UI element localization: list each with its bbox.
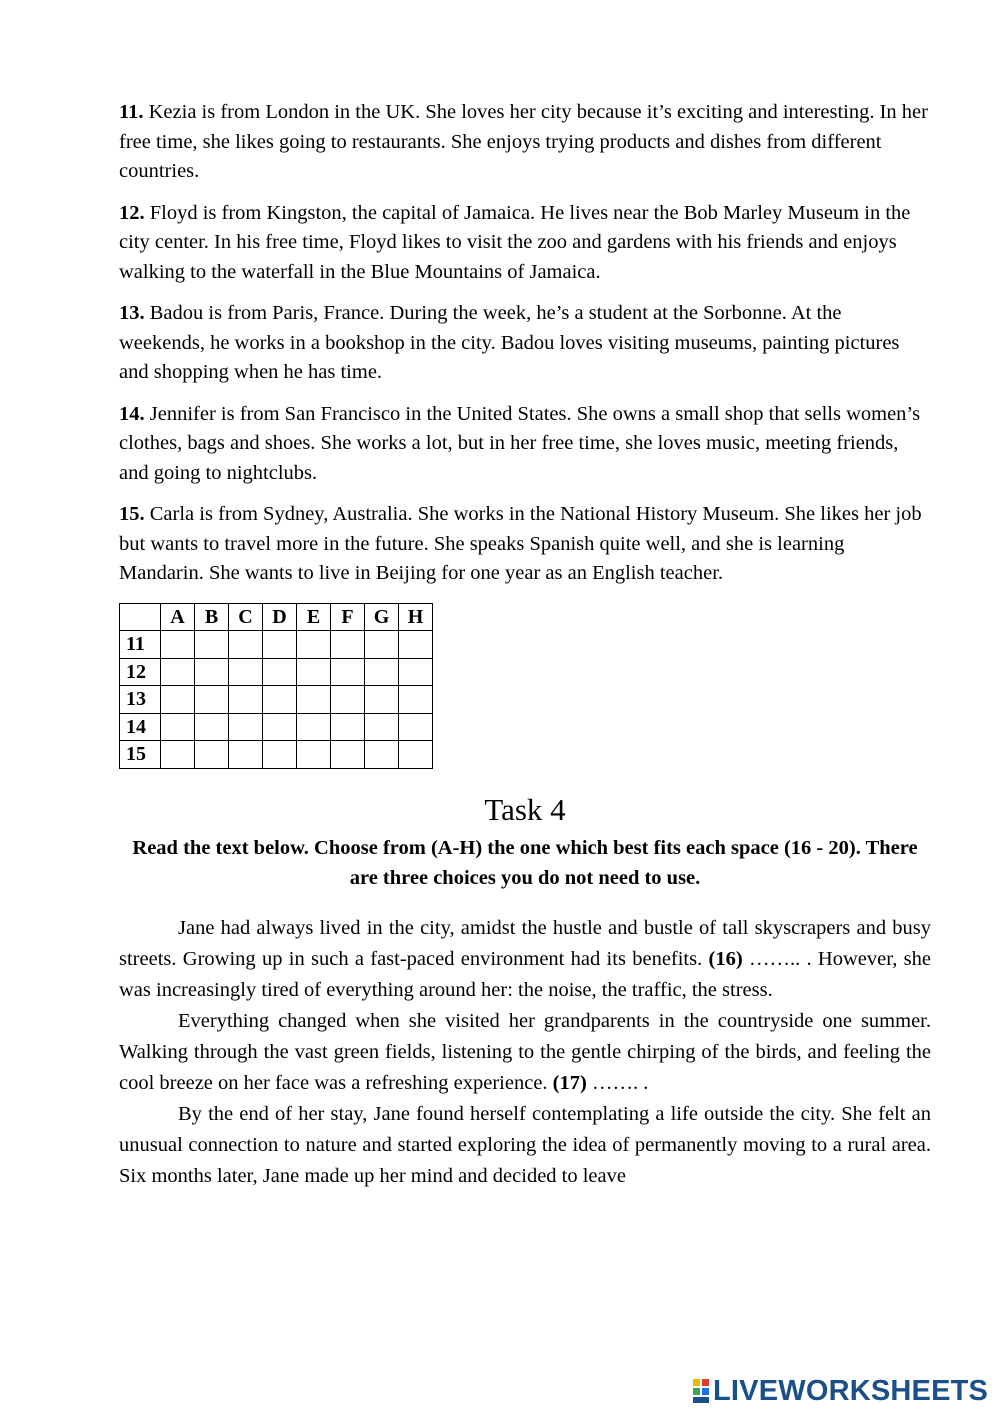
reading-item-13 bbox=[119, 299, 931, 388]
reading-item-12 bbox=[119, 199, 931, 288]
grid-col-header: H bbox=[399, 603, 433, 631]
answer-grid-row bbox=[120, 713, 433, 741]
answer-grid-row bbox=[120, 741, 433, 769]
answer-cell[interactable] bbox=[195, 631, 229, 659]
answer-cell[interactable] bbox=[229, 658, 263, 686]
answer-cell[interactable] bbox=[195, 658, 229, 686]
answer-cell[interactable] bbox=[331, 631, 365, 659]
answer-cell[interactable] bbox=[263, 631, 297, 659]
grid-row-header: 13 bbox=[120, 686, 161, 714]
grid-col-header: A bbox=[161, 603, 195, 631]
answer-cell[interactable] bbox=[195, 713, 229, 741]
worksheet-page bbox=[119, 98, 931, 1192]
item-number: 15. bbox=[119, 503, 145, 525]
item-text: Kezia is from London in the UK. She loves her city because it’s exciting and interesting. In her free time, she likes going to restaurants. She enjoys trying products and dishes from different countries. bbox=[119, 101, 928, 182]
answer-cell[interactable] bbox=[263, 741, 297, 769]
item-text: Floyd is from Kingston, the capital of Jamaica. He lives near the Bob Marley Museum in the city center. In his free time, Floyd likes to visit the zoo and gardens with his friends and enjoys walking to the waterfall in the Blue Mountains of Jamaica. bbox=[119, 201, 911, 283]
liveworksheets-logo[interactable] bbox=[692, 1374, 988, 1408]
story-paragraph-1 bbox=[119, 913, 931, 1006]
answer-cell[interactable] bbox=[399, 713, 433, 741]
answer-grid-row bbox=[120, 686, 433, 714]
paragraph-text: …….. . However, she was increasingly tired of everything around her: the noise, the traffic, the stress. bbox=[119, 947, 931, 1001]
answer-cell[interactable] bbox=[365, 631, 399, 659]
item-number: 14. bbox=[119, 402, 145, 425]
answer-cell[interactable] bbox=[263, 658, 297, 686]
answer-cell[interactable] bbox=[229, 713, 263, 741]
answer-cell[interactable] bbox=[399, 741, 433, 769]
grid-row-header: 11 bbox=[120, 631, 161, 659]
answer-cell[interactable] bbox=[297, 713, 331, 741]
grid-row-header: 12 bbox=[120, 658, 161, 686]
answer-cell[interactable] bbox=[161, 741, 195, 769]
answer-grid-row bbox=[120, 631, 433, 659]
grid-col-header: B bbox=[195, 603, 229, 631]
grid-col-header: C bbox=[229, 603, 263, 631]
task-title: Task 4 bbox=[484, 791, 566, 827]
answer-cell[interactable] bbox=[229, 741, 263, 769]
answer-cell[interactable] bbox=[161, 713, 195, 741]
answer-cell[interactable] bbox=[297, 658, 331, 686]
story-paragraph-2 bbox=[119, 1006, 931, 1099]
story-paragraph-3: By the end of her stay, Jane found herself contemplating a life outside the city. She felt an unusual connection to nature and started exploring the idea of permanently moving to a rural area. Six months later, Jane made up her mind and decided to leave bbox=[119, 1102, 931, 1187]
grid-col-header: F bbox=[331, 603, 365, 631]
reading-item-15 bbox=[119, 500, 931, 589]
item-text: Jennifer is from San Francisco in the United States. She owns a small shop that sells women’s clothes, bags and shoes. She works a lot, but in her free time, she loves music, meeting friends, and going to nightclubs. bbox=[119, 402, 921, 484]
answer-cell[interactable] bbox=[263, 713, 297, 741]
answer-cell[interactable] bbox=[365, 713, 399, 741]
grid-row-header: 14 bbox=[120, 713, 161, 741]
grid-corner-cell bbox=[120, 603, 161, 631]
reading-items bbox=[119, 98, 931, 589]
answer-grid-header-row bbox=[120, 603, 433, 631]
answer-cell[interactable] bbox=[331, 658, 365, 686]
liveworksheets-logo-text: LIVEWORKSHEETS bbox=[713, 1374, 989, 1407]
item-text: Carla is from Sydney, Australia. She works in the National History Museum. She likes her job but wants to travel more in the future. She speaks Spanish quite well, and she is learning Mandarin. She wants to live in Beijing for one year as an English teacher. bbox=[119, 503, 922, 584]
answer-cell[interactable] bbox=[365, 658, 399, 686]
paragraph-text: Everything changed when she visited her grandparents in the countryside one summer. Walking through the vast green fields, listening to the gentle chirping of the birds, and feeling the cool breeze on her face was a refreshing experience. bbox=[119, 1009, 931, 1094]
answer-grid bbox=[119, 603, 433, 769]
answer-cell[interactable] bbox=[331, 686, 365, 714]
grid-col-header: D bbox=[263, 603, 297, 631]
answer-cell[interactable] bbox=[365, 686, 399, 714]
item-number: 13. bbox=[119, 302, 145, 324]
answer-cell[interactable] bbox=[161, 658, 195, 686]
answer-grid-body bbox=[120, 631, 433, 769]
answer-cell[interactable] bbox=[229, 631, 263, 659]
answer-cell[interactable] bbox=[331, 713, 365, 741]
answer-cell[interactable] bbox=[297, 631, 331, 659]
answer-cell[interactable] bbox=[365, 741, 399, 769]
reading-item-11 bbox=[119, 98, 931, 187]
answer-cell[interactable] bbox=[399, 631, 433, 659]
reading-item-14 bbox=[119, 400, 931, 489]
paragraph-text: ……. . bbox=[586, 1071, 649, 1094]
answer-cell[interactable] bbox=[229, 686, 263, 714]
answer-cell[interactable] bbox=[399, 686, 433, 714]
answer-cell[interactable] bbox=[331, 741, 365, 769]
gap-17-label: (17) bbox=[552, 1071, 587, 1094]
grid-col-header: E bbox=[297, 603, 331, 631]
answer-cell[interactable] bbox=[195, 741, 229, 769]
grid-col-header: G bbox=[365, 603, 399, 631]
answer-cell[interactable] bbox=[195, 686, 229, 714]
paragraph-text: Jane had always lived in the city, amidst the hustle and bustle of tall skyscrapers and busy streets. Growing up in such a fast-paced environment had its benefits. bbox=[119, 916, 931, 970]
answer-grid-row bbox=[120, 658, 433, 686]
answer-cell[interactable] bbox=[263, 686, 297, 714]
item-text: Badou is from Paris, France. During the week, he’s a student at the Sorbonne. At the weekends, he works in a bookshop in the city. Badou loves visiting museums, painting pictures and shopping when he has time. bbox=[119, 302, 900, 383]
task-instruction: Read the text below. Choose from (A-H) the one which best fits each space (16 - 20). There are three choices you do not need to use. bbox=[132, 836, 918, 889]
answer-cell[interactable] bbox=[297, 686, 331, 714]
liveworksheets-logo-icon bbox=[692, 1377, 710, 1405]
item-number: 12. bbox=[119, 201, 145, 224]
answer-cell[interactable] bbox=[399, 658, 433, 686]
item-number: 11. bbox=[119, 101, 144, 123]
answer-cell[interactable] bbox=[161, 631, 195, 659]
gap-16-label: (16) bbox=[708, 947, 743, 970]
answer-cell[interactable] bbox=[161, 686, 195, 714]
answer-cell[interactable] bbox=[297, 741, 331, 769]
grid-row-header: 15 bbox=[120, 741, 161, 769]
